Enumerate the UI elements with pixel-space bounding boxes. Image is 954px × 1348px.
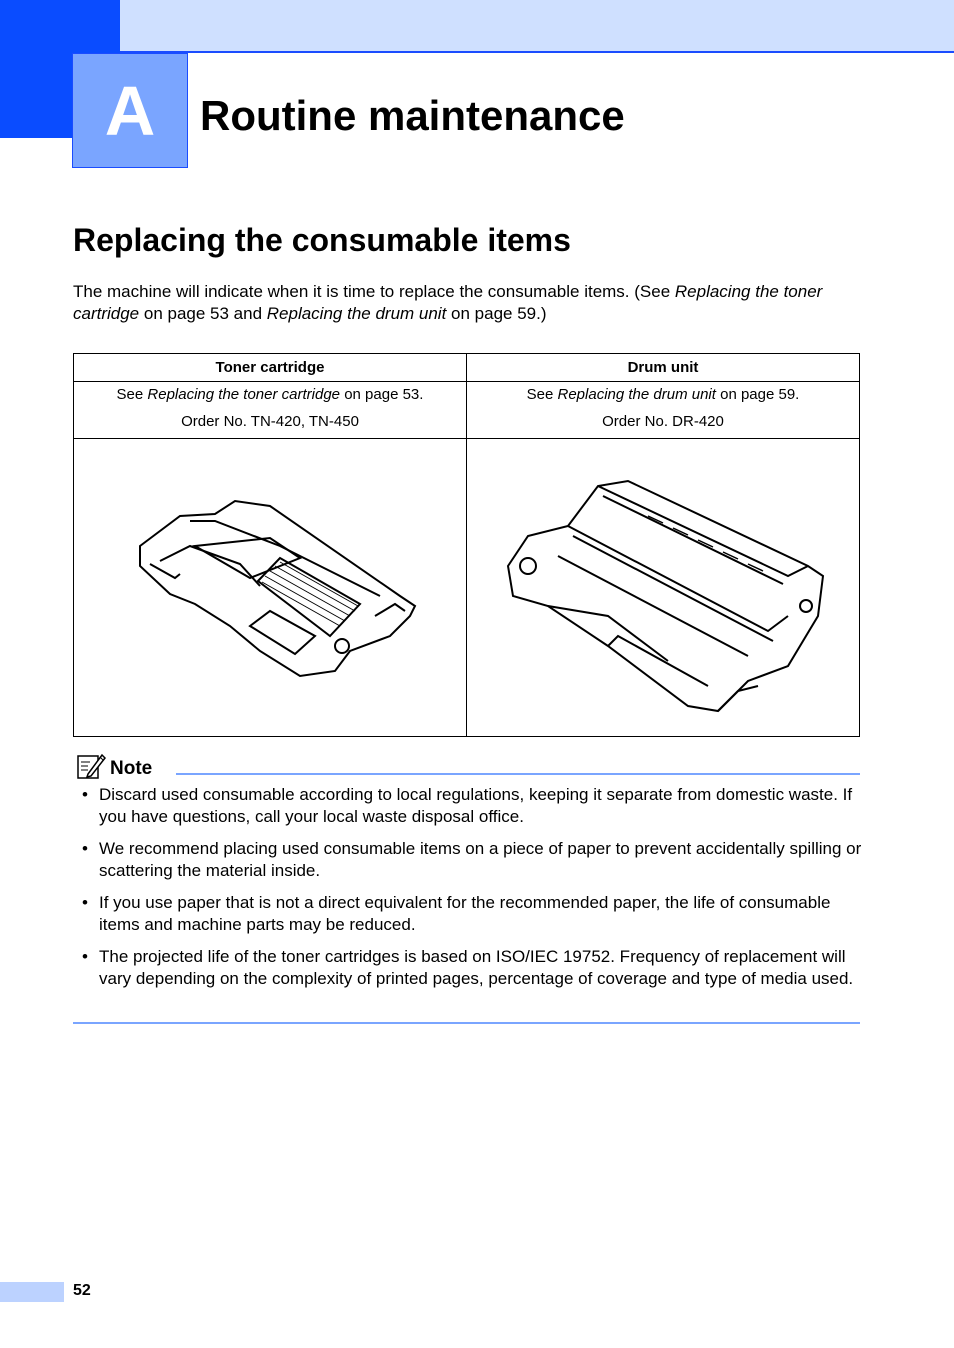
header-rule <box>120 51 954 53</box>
drum-see-reference <box>467 385 859 405</box>
toner-ref-link[interactable]: Replacing the toner cartridge <box>147 386 341 403</box>
drum-ref-link[interactable]: Replacing the drum unit <box>557 386 716 403</box>
drum-info-cell <box>467 382 860 439</box>
intro-text: The machine will indicate when it is time to replace the consumable items. (See <box>73 282 675 301</box>
note-pencil-icon <box>76 752 106 780</box>
toner-image-cell <box>74 439 467 737</box>
note-label: Note <box>110 758 153 779</box>
note-text: If you use paper that is not a direct equivalent for the recommended paper, the life of consumable items and machine parts may be reduced. <box>99 893 831 934</box>
ref-suffix: on page 59. <box>715 386 800 403</box>
toner-see-reference <box>74 385 466 405</box>
note-header <box>76 752 860 782</box>
bullet-icon: • <box>82 785 88 804</box>
ref-suffix: on page 53. <box>340 386 424 403</box>
drum-order-number: Order No. DR-420 <box>602 413 724 430</box>
ref-prefix: See <box>526 386 558 403</box>
page-number: 52 <box>73 1282 91 1299</box>
link-toner-cartridge[interactable]: Replacing the toner cartridge <box>73 282 823 323</box>
drum-image-cell <box>467 439 860 737</box>
section-title: Replacing the consumable items <box>73 222 571 258</box>
chapter-letter-box <box>72 53 188 168</box>
chapter-title: Routine maintenance <box>200 92 625 139</box>
note-end-rule <box>73 1022 860 1024</box>
toner-info-cell <box>74 382 467 439</box>
toner-order-number: Order No. TN-420, TN-450 <box>181 413 359 430</box>
list-item <box>73 784 863 828</box>
header-toner-cartridge: Toner cartridge <box>74 354 467 382</box>
list-item <box>73 838 863 882</box>
intro-text: on page 53 and <box>139 304 267 323</box>
bullet-icon: • <box>82 947 88 966</box>
header-band <box>120 0 954 52</box>
note-rule <box>176 773 860 775</box>
note-list <box>73 784 863 1000</box>
note-text: Discard used consumable according to local regulations, keeping it separate from domestic waste. If you have questions, call your local waste disposal office. <box>99 785 853 826</box>
note-text: We recommend placing used consumable items on a piece of paper to prevent accidentally spilling or scattering the material inside. <box>99 839 862 880</box>
link-drum-unit[interactable]: Replacing the drum unit <box>266 304 447 323</box>
ref-prefix: See <box>116 386 148 403</box>
bullet-icon: • <box>82 893 88 912</box>
header-drum-unit: Drum unit <box>467 354 860 382</box>
toner-cartridge-illustration <box>120 486 420 686</box>
note-text: The projected life of the toner cartridges is based on ISO/IEC 19752. Frequency of replacement will vary depending on the complexity of printed pages, percentage of coverage and type of media used. <box>99 947 854 988</box>
intro-paragraph <box>73 281 863 325</box>
list-item <box>73 946 863 990</box>
drum-unit-illustration <box>488 456 838 716</box>
intro-text: on page 59.) <box>446 304 547 323</box>
list-item <box>73 892 863 936</box>
bullet-icon: • <box>82 839 88 858</box>
page-number-tab <box>0 1282 64 1302</box>
chapter-letter: A <box>104 71 156 150</box>
consumables-table <box>73 353 860 737</box>
